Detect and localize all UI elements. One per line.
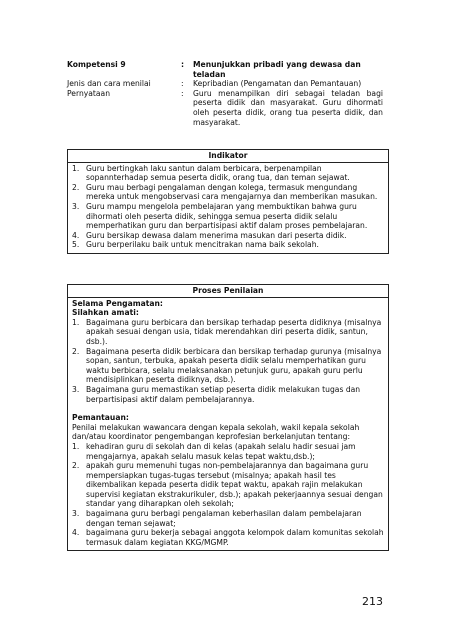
list-item [72, 347, 384, 385]
meta-colon: : [181, 88, 184, 98]
meta-key: Jenis dan cara menilai [67, 79, 151, 89]
indikator-body [68, 163, 388, 253]
item-number: 4. [72, 528, 80, 538]
page-number: 213 [362, 595, 383, 608]
item-text: bagaimana guru bekerja sebagai anggota kelompok dalam komunitas sekolah termasuk dalam kegiatan KKG/MGMP. [86, 528, 384, 547]
competency-meta [67, 60, 387, 127]
pengamatan-title: Selama Pengamatan: [72, 298, 163, 308]
meta-value: Kepribadian (Pengamatan dan Pemantauan) [193, 79, 362, 89]
indikator-table [67, 149, 389, 254]
proses-title: Proses Penilaian [68, 285, 388, 298]
item-number: 1. [72, 441, 80, 451]
item-number: 5. [72, 240, 80, 250]
meta-key: Pernyataan [67, 88, 111, 98]
meta-row-kompetensi [67, 60, 387, 79]
pengamatan-subtitle: Silahkan amati: [72, 308, 139, 318]
meta-colon: : [181, 60, 185, 69]
meta-colon: : [181, 79, 184, 89]
pemantauan-list [72, 442, 384, 548]
item-number: 1. [72, 163, 80, 173]
proses-body [68, 298, 388, 551]
pemantauan-title: Pemantauan: [72, 413, 129, 423]
list-item [72, 183, 384, 202]
indikator-title: Indikator [68, 150, 388, 163]
list-item [72, 442, 384, 461]
list-item [72, 509, 384, 528]
item-number: 4. [72, 230, 80, 240]
proses-penilaian-table [67, 284, 389, 551]
item-text: Bagaimana guru berbicara dan bersikap terhadap peserta didiknya (misalnya apakah sesuai dengan usia, tidak merendahkan diri peserta didik, santun, dsb.). [86, 317, 382, 346]
meta-value: Guru menampilkan diri sebagai teladan bagi peserta didik dan masyarakat. Guru dihormati oleh peserta didik, orang tua peserta didik, dan masyarakat. [193, 88, 383, 127]
meta-value: Menunjukkan pribadi yang dewasa dan teladan [193, 60, 361, 79]
item-number: 3. [72, 509, 80, 519]
item-number: 2. [72, 182, 80, 192]
meta-row-pernyataan [67, 89, 387, 127]
item-text: Guru bersikap dewasa dalam menerima masukan dari peserta didik. [86, 230, 347, 240]
list-item [72, 528, 384, 547]
list-item [72, 231, 384, 241]
meta-key: Kompetensi 9 [67, 60, 126, 69]
list-item [72, 202, 384, 231]
list-item [72, 385, 384, 404]
item-text: Bagaimana guru memastikan setiap peserta didik melakukan tugas dan berpartisipasi aktif dalam pembelajarannya. [86, 384, 361, 404]
item-text: apakah guru memenuhi tugas non-pembelajarannya dan bagaimana guru mempersiapkan tugas-tugas tersebut (misalnya; apakah hasil tes dikembalikan kepada peserta didik tepat waktu, apakah rajin melakukan supervisi kegiatan ekstrakurikuler, dsb.); apakah pekerjaannya sesuai dengan standar yang diharapkan oleh sekolah; [86, 461, 383, 509]
list-item [72, 240, 384, 250]
item-text: Guru bertingkah laku santun dalam berbicara, berpenampilan sopannterhadap semua peserta didik, orang tua, dan teman sejawat. [86, 163, 350, 183]
list-item [72, 164, 384, 183]
item-text: Bagaimana peserta didik berbicara dan bersikap terhadap gurunya (misalnya sopan, santun, terbuka, apakah peserta didik selalu memperhatikan guru waktu berbicara, selalu melaksanakan petunjuk guru, apakah guru perlu mendisiplinkan peserta didiknya, dsb.). [86, 346, 382, 385]
list-item [72, 461, 384, 509]
item-text: Guru mampu mengelola pembelajaran yang membuktikan bahwa guru dihormati oleh peserta didik, sehingga semua peserta didik selalu memperhatikan guru dan berpartisipasi aktif dalam proses pembelajaran. [86, 201, 368, 231]
item-number: 2. [72, 346, 80, 356]
item-text: Guru berperilaku baik untuk mencitrakan nama baik sekolah. [86, 240, 319, 250]
item-text: bagaimana guru berbagi pengalaman keberhasilan dalam pembelajaran dengan teman sejawat; [86, 509, 362, 528]
item-number: 1. [72, 317, 80, 327]
item-text: Guru mau berbagi pengalaman dengan kolega, termasuk mengundang mereka untuk mengobservasi cara mengajarnya dan memberikan masukan. [86, 182, 378, 202]
list-item [72, 318, 384, 347]
item-text: kehadiran guru di sekolah dan di kelas (apakah selalu hadir sesuai jam mengajarnya, apakah selalu masuk kelas tepat waktu,dsb.); [86, 441, 356, 461]
pengamatan-list [72, 318, 384, 404]
item-number: 3. [72, 384, 80, 394]
pemantauan-intro: Penilai melakukan wawancara dengan kepala sekolah, wakil kepala sekolah dan/atau koordinator pengembangan keprofesian berkelanjutan tentang: [72, 422, 360, 442]
indikator-list [72, 164, 384, 250]
item-number: 2. [72, 461, 80, 471]
meta-row-jenis [67, 79, 387, 89]
item-number: 3. [72, 201, 80, 211]
